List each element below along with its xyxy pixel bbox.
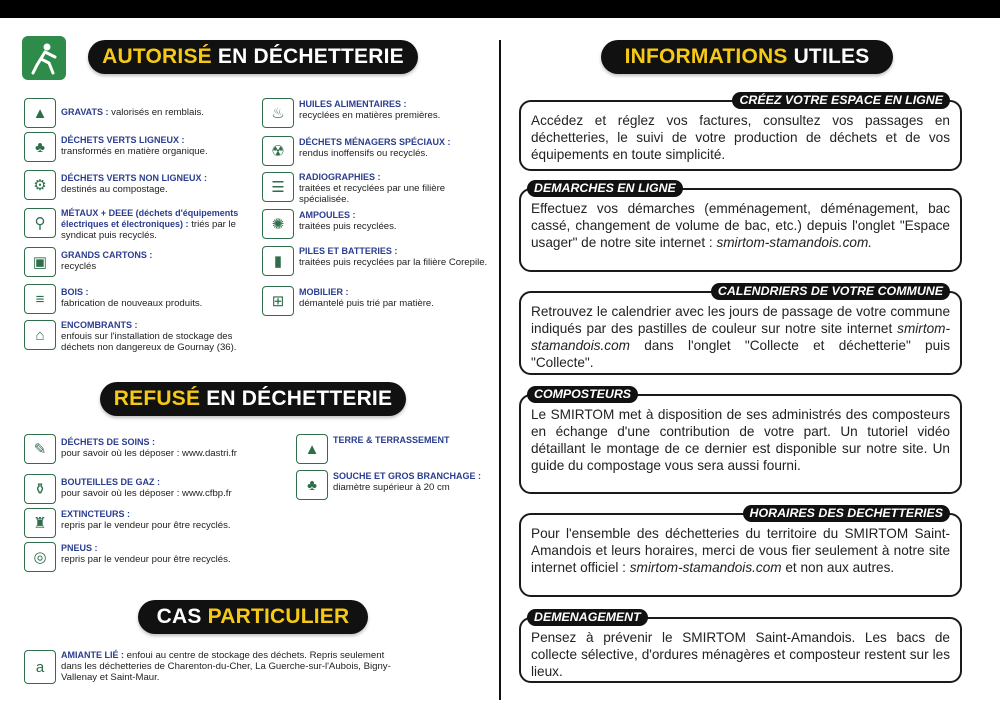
item-name: HUILES ALIMENTAIRES : bbox=[299, 99, 407, 109]
horaires-box bbox=[519, 506, 962, 597]
list-item bbox=[24, 434, 284, 464]
right-column bbox=[501, 18, 1000, 711]
list-item bbox=[24, 508, 284, 538]
item-name: AMPOULES : bbox=[299, 210, 356, 220]
furniture-icon: ⊞ bbox=[262, 286, 294, 316]
composteurs-box bbox=[519, 387, 962, 494]
item-desc: pour savoir où les déposer : www.cfbp.fr bbox=[61, 488, 232, 499]
top-border bbox=[0, 0, 1000, 18]
horaires-text-b: et non aux autres. bbox=[785, 560, 895, 575]
horaires-label: HORAIRES DES DECHETTERIES bbox=[743, 505, 950, 522]
item-name: BOUTEILLES DE GAZ : bbox=[61, 477, 160, 487]
espace-text: Accédez et réglez vos factures, consultez vos passages en déchetteries, le suivi de votre production de déchets et de vos équipements en toute simplicité. bbox=[531, 113, 950, 162]
bulky-items-icon: ⌂ bbox=[24, 320, 56, 350]
horaires-text: Pour l'ensemble des déchetteries du territoire du SMIRTOM Saint-Amandois et leurs horaires, merci de vous fier seulement à notre site internet officiel : bbox=[531, 526, 950, 575]
item-desc: fabrication de nouveaux produits. bbox=[61, 298, 203, 309]
espace-label: CRÉEZ VOTRE ESPACE EN LIGNE bbox=[732, 92, 950, 109]
item-name: ENCOMBRANTS : bbox=[61, 320, 138, 330]
list-item bbox=[24, 284, 254, 314]
item-name: PNEUS : bbox=[61, 543, 98, 553]
list-item bbox=[24, 474, 284, 504]
list-item bbox=[296, 470, 492, 500]
item-desc: transformés en matière organique. bbox=[61, 146, 208, 157]
item-desc: repris par le vendeur pour être recyclés. bbox=[61, 554, 231, 565]
item-name: DÉCHETS VERTS LIGNEUX : bbox=[61, 135, 185, 145]
soil-icon: ▲ bbox=[296, 434, 328, 464]
asbestos-icon: a bbox=[24, 650, 56, 684]
demarches-link[interactable]: smirtom-stamandois.com. bbox=[716, 235, 873, 250]
item-name: AMIANTE LIÉ : bbox=[61, 650, 124, 660]
info-title-white: UTILES bbox=[793, 45, 870, 68]
item-name: DÉCHETS DE SOINS : bbox=[61, 437, 156, 447]
demarches-box bbox=[519, 181, 962, 272]
info-title bbox=[601, 40, 893, 74]
item-desc: repris par le vendeur pour être recyclés. bbox=[61, 520, 231, 531]
item-desc: pour savoir où les déposer : www.dastri.fr bbox=[61, 448, 237, 459]
horaires-link[interactable]: smirtom-stamandois.com bbox=[629, 560, 782, 575]
tree-icon: ♣ bbox=[24, 132, 56, 162]
item-name: BOIS : bbox=[61, 287, 89, 297]
left-column bbox=[0, 18, 499, 711]
calendriers-link[interactable]: smirtom-stamandois.com bbox=[531, 321, 951, 353]
item-desc: triés par le syndicat puis recyclés. bbox=[61, 219, 237, 241]
cas-title-yellow: PARTICULIER bbox=[207, 605, 350, 628]
item-name: GRANDS CARTONS : bbox=[61, 250, 153, 260]
item-name: TERRE & TERRASSEMENT bbox=[333, 435, 450, 445]
item-name: GRAVATS : bbox=[61, 107, 109, 117]
demenagement-box bbox=[519, 610, 962, 683]
item-desc: valorisés en remblais. bbox=[111, 107, 204, 118]
composteurs-label: COMPOSTEURS bbox=[527, 386, 638, 403]
refuse-title bbox=[100, 382, 406, 416]
syringe-icon: ✎ bbox=[24, 434, 56, 464]
list-item bbox=[262, 246, 492, 276]
list-item bbox=[262, 98, 492, 128]
item-desc: rendus inoffensifs ou recyclés. bbox=[299, 148, 428, 159]
authorise-title bbox=[88, 40, 418, 74]
lawnmower-icon: ⚙ bbox=[24, 170, 56, 200]
xray-icon: ☰ bbox=[262, 172, 294, 202]
gas-bottle-icon: ⚱ bbox=[24, 474, 56, 504]
bicycle-icon: ⚲ bbox=[24, 208, 56, 238]
calendriers-text-b: dans l'onglet "Collecte et déchetterie" puis "Collecte". bbox=[531, 338, 950, 370]
rubble-icon: ▲ bbox=[24, 98, 56, 128]
list-item bbox=[262, 136, 492, 166]
calendriers-label: CALENDRIERS DE VOTRE COMMUNE bbox=[711, 283, 950, 300]
wood-icon: ≡ bbox=[24, 284, 56, 314]
hazard-bottles-icon: ☢ bbox=[262, 136, 294, 166]
item-desc: diamètre supérieur à 20 cm bbox=[333, 482, 450, 493]
list-item bbox=[262, 209, 492, 239]
extinguisher-icon: ♜ bbox=[24, 508, 56, 538]
info-title-yellow: INFORMATIONS bbox=[624, 45, 788, 68]
list-item bbox=[24, 247, 254, 277]
bulb-icon: ✺ bbox=[262, 209, 294, 239]
item-name: EXTINCTEURS : bbox=[61, 509, 131, 519]
refuse-title-white: EN DÉCHETTERIE bbox=[206, 387, 393, 410]
calendriers-box bbox=[519, 284, 962, 375]
item-desc: traitées puis recyclées. bbox=[299, 221, 397, 232]
calendriers-text-a: Retrouvez le calendrier avec les jours de passage de votre commune indiqués par des pastilles de couleur sur notre site internet bbox=[531, 304, 950, 336]
authorise-title-white: EN DÉCHETTERIE bbox=[217, 45, 404, 68]
item-name: MÉTAUX + DEEE (déchets d'équipements électriques et électroniques) : bbox=[61, 208, 239, 229]
authorise-title-yellow: AUTORISÉ bbox=[102, 45, 212, 68]
item-desc: recyclées en matières premières. bbox=[299, 110, 441, 121]
espace-box bbox=[519, 93, 962, 171]
demarches-label: DEMARCHES EN LIGNE bbox=[527, 180, 683, 197]
list-item bbox=[24, 132, 254, 162]
item-name: PILES ET BATTERIES : bbox=[299, 246, 398, 256]
item-desc: traitées puis recyclées par la filière Corepile. bbox=[299, 257, 488, 268]
item-desc: recyclés bbox=[61, 261, 97, 272]
item-desc: enfouis sur l'installation de stockage des déchets non dangereux de Gournay (36). bbox=[61, 331, 237, 353]
item-desc: enfoui au centre de stockage des déchets. Repris seulement dans les déchetteries de Charenton-du-Cher, La Guerche-sur-l'Aubois, Bigny-Vallenay et Saint-Maur. bbox=[61, 650, 391, 683]
item-name: RADIOGRAPHIES : bbox=[299, 172, 381, 182]
item-name: MOBILIER : bbox=[299, 287, 349, 297]
demenagement-label: DEMENAGEMENT bbox=[527, 609, 648, 626]
item-name: DÉCHETS MÉNAGERS SPÉCIAUX : bbox=[299, 137, 451, 147]
demarches-text: Effectuez vos démarches (emménagement, déménagement, bac cassé, changement de volume de bac, etc.) depuis l'onglet "Espace usager" de notre site internet : bbox=[531, 201, 950, 250]
list-item bbox=[24, 320, 254, 353]
tire-icon: ◎ bbox=[24, 542, 56, 572]
list-item bbox=[24, 170, 254, 200]
oil-icon: ♨ bbox=[262, 98, 294, 128]
stump-icon: ♣ bbox=[296, 470, 328, 500]
list-item bbox=[24, 650, 394, 684]
item-desc: traitées et recyclées par une filière spécialisée. bbox=[299, 183, 446, 205]
item-name: DÉCHETS VERTS NON LIGNEUX : bbox=[61, 173, 208, 183]
list-item bbox=[24, 542, 284, 572]
item-name: SOUCHE ET GROS BRANCHAGE : bbox=[333, 471, 482, 481]
item-desc: destinés au compostage. bbox=[61, 184, 168, 195]
cas-title-white: CAS bbox=[156, 605, 202, 628]
cas-title bbox=[138, 600, 368, 634]
composteurs-text: Le SMIRTOM met à disposition de ses administrés des composteurs en échange d'une contribution de votre part. Un tutoriel vidéo détaillant le montage de ce dernier est disponible sur notre site. Un guide du compostage vous sera aussi fourni. bbox=[531, 407, 950, 473]
battery-icon: ▮ bbox=[262, 246, 294, 276]
list-item bbox=[24, 98, 254, 128]
recycling-person-icon bbox=[22, 36, 66, 80]
demenagement-text: Pensez à prévenir le SMIRTOM Saint-Amandois. Les bacs de collecte sélective, d'ordures ménagères et composteur restent sur les lieux. bbox=[531, 630, 950, 679]
list-item bbox=[262, 172, 492, 205]
refuse-title-yellow: REFUSÉ bbox=[113, 387, 201, 410]
list-item bbox=[296, 434, 492, 464]
list-item bbox=[262, 286, 492, 316]
list-item bbox=[24, 208, 259, 241]
item-desc: démantelé puis trié par matière. bbox=[299, 298, 434, 309]
box-icon: ▣ bbox=[24, 247, 56, 277]
